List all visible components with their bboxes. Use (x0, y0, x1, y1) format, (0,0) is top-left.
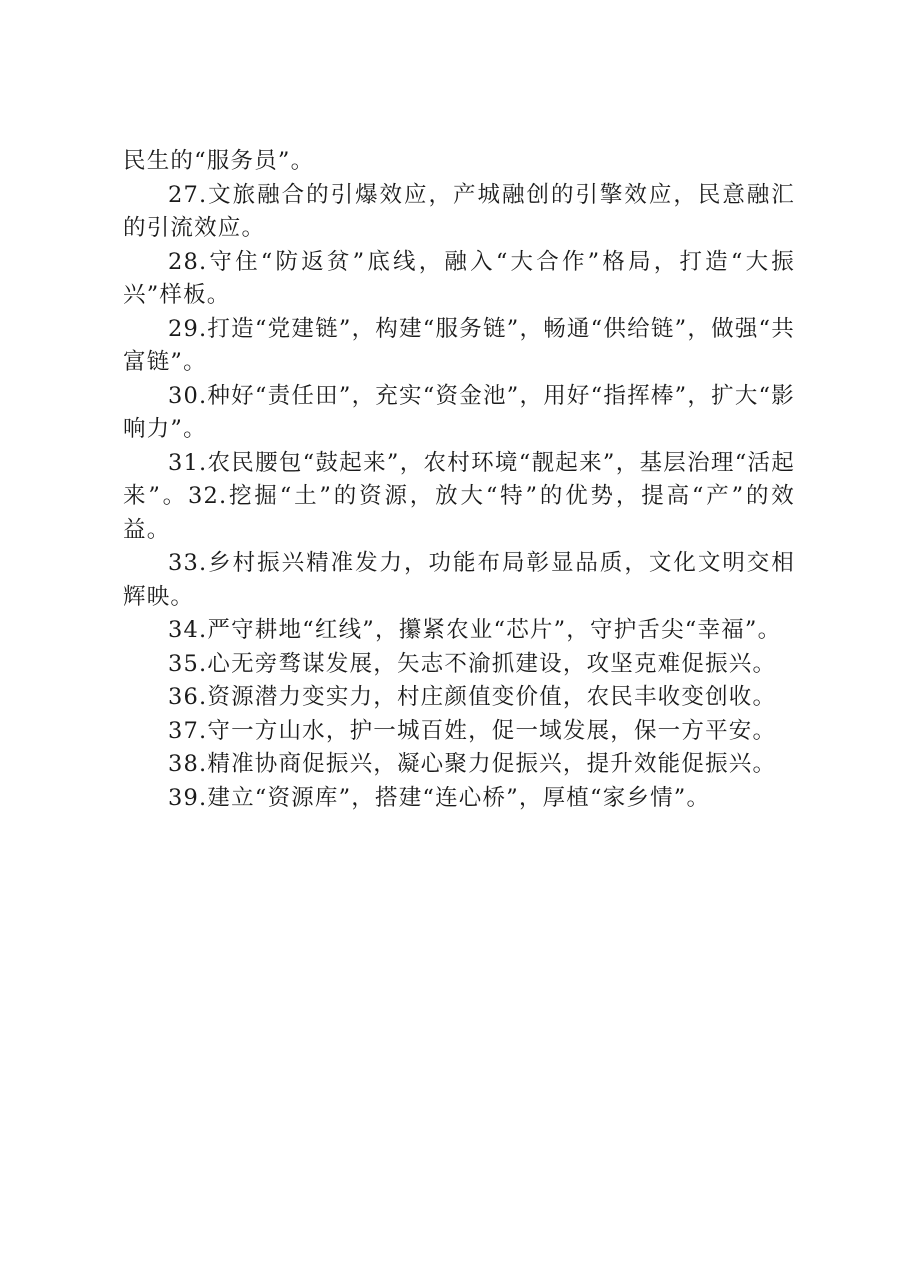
paragraph-37: 37.守一方山水，护一城百姓，促一域发展，保一方平安。 (168, 717, 777, 744)
paragraph-27: 27.文旅融合的引爆效应，产城融创的引擎效应，民意融汇的引流效应。 (123, 181, 795, 241)
paragraph-39: 39.建立“资源库”，搭建“连心桥”，厚植“家乡情”。 (168, 784, 711, 811)
document-body (123, 145, 795, 815)
paragraph-28: 28.守住“防返贫”底线，融入“大合作”格局，打造“大振兴”样板。 (123, 248, 795, 308)
paragraph-29: 29.打造“党建链”，构建“服务链”，畅通“供给链”，做强“共富链”。 (123, 315, 795, 375)
paragraph-31-32: 31.农民腰包“鼓起来”，农村环境“靓起来”，基层治理“活起来”。32.挖掘“土”的资源，放大“特”的优势，提高“产”的效益。 (123, 449, 795, 543)
paragraph-35: 35.心无旁骛谋发展，矢志不渝抓建设，攻坚克难促振兴。 (168, 650, 777, 677)
paragraph-38: 38.精准协商促振兴，凝心聚力促振兴，提升效能促振兴。 (168, 751, 777, 777)
paragraph-36: 36.资源潜力变实力，村庄颜值变价值，农民丰收变创收。 (168, 684, 777, 710)
paragraph-30: 30.种好“责任田”，充实“资金池”，用好“指挥棒”，扩大“影响力”。 (123, 382, 795, 442)
paragraph-33: 33.乡村振兴精准发力，功能布局彰显品质，文化文明交相辉映。 (123, 550, 795, 610)
paragraph-continued: 民生的“服务员”。 (123, 148, 315, 174)
paragraph-34: 34.严守耕地“红线”，攥紧农业“芯片”，守护舌尖“幸福”。 (168, 617, 782, 643)
